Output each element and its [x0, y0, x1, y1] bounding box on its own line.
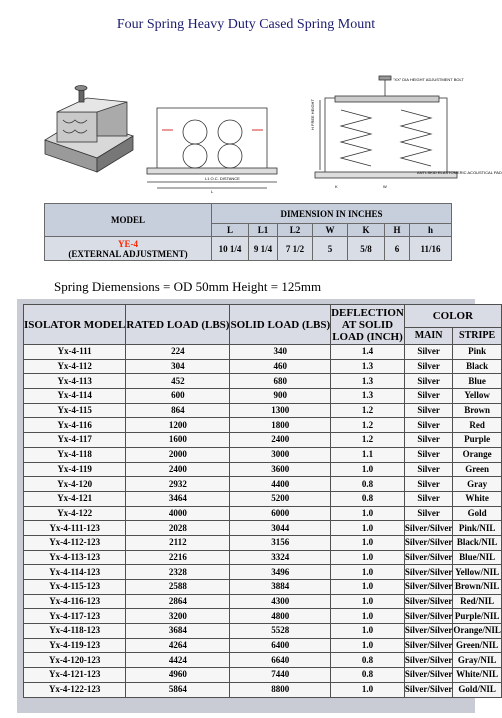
cell-stripe-color: Red/NIL — [453, 594, 502, 609]
cell-deflection: 1.3 — [331, 374, 405, 389]
cell-stripe-color: Pink — [453, 345, 502, 360]
header-color-stripe: STRIPE — [453, 328, 502, 345]
cell-solid-load: 6640 — [230, 653, 331, 668]
cell-solid-load: 4400 — [230, 477, 331, 492]
cell-main-color: Silver/Silver — [404, 653, 453, 668]
cell-deflection: 1.0 — [331, 462, 405, 477]
cell-stripe-color: Brown — [453, 403, 502, 418]
cell-rated-load: 2216 — [126, 550, 230, 565]
cell-deflection: 0.8 — [331, 653, 405, 668]
cell-solid-load: 2400 — [230, 433, 331, 448]
adjustment-bolt-callout: "XX" DIA HEIGHT ADJUSTMENT BOLT — [393, 77, 464, 82]
table-row — [24, 433, 502, 448]
table-row — [24, 491, 502, 506]
cell-main-color: Silver/Silver — [404, 535, 453, 550]
acoustical-pad-callout: ANTI-SKID ELASTOMERIC ACOUSTICAL PAD — [417, 170, 502, 175]
cell-deflection: 1.0 — [331, 550, 405, 565]
cell-deflection: 1.2 — [331, 418, 405, 433]
spring-dimensions-note: Spring Diemensions = OD 50mm Height = 125mm — [54, 279, 322, 294]
cell-main-color: Silver — [404, 403, 453, 418]
dimension-value: 7 1/2 — [278, 237, 313, 261]
model-value: YE-4 (EXTERNAL ADJUSTMENT) — [45, 237, 212, 261]
cell-main-color: Silver — [404, 447, 453, 462]
cell-model: Yx-4-122 — [24, 506, 126, 521]
cell-deflection: 1.4 — [331, 345, 405, 360]
table-row — [24, 521, 502, 536]
dimension-value: 5 — [313, 237, 348, 261]
cell-model: Yx-4-116 — [24, 418, 126, 433]
cell-main-color: Silver/Silver — [404, 609, 453, 624]
dimension-column-l2: L2 — [278, 224, 313, 237]
table-row — [24, 609, 502, 624]
dimension-header: DIMENSION IN INCHES — [212, 204, 452, 224]
cell-model: Yx-4-119-123 — [24, 638, 126, 653]
cell-deflection: 1.0 — [331, 521, 405, 536]
cell-solid-load: 1800 — [230, 418, 331, 433]
cell-main-color: Silver/Silver — [404, 594, 453, 609]
table-row — [24, 389, 502, 404]
cell-solid-load: 4800 — [230, 609, 331, 624]
dimension-column-h: h — [410, 224, 452, 237]
cell-deflection: 1.1 — [331, 447, 405, 462]
cell-model: Yx-4-121-123 — [24, 668, 126, 683]
cell-deflection: 1.0 — [331, 682, 405, 697]
table-row — [24, 447, 502, 462]
cell-rated-load: 4424 — [126, 653, 230, 668]
cell-solid-load: 3000 — [230, 447, 331, 462]
cell-model: Yx-4-114 — [24, 389, 126, 404]
cell-model: Yx-4-118 — [24, 447, 126, 462]
cell-main-color: Silver/Silver — [404, 682, 453, 697]
cell-solid-load: 900 — [230, 389, 331, 404]
cell-stripe-color: Pink/NIL — [453, 521, 502, 536]
header-rated-load: RATED LOAD (LBS) — [126, 305, 230, 345]
cell-rated-load: 3200 — [126, 609, 230, 624]
cell-rated-load: 600 — [126, 389, 230, 404]
table-row — [24, 594, 502, 609]
front-length-label: L — [211, 189, 214, 194]
cell-model: Yx-4-116-123 — [24, 594, 126, 609]
cell-solid-load: 340 — [230, 345, 331, 360]
cell-solid-load: 3496 — [230, 565, 331, 580]
dimension-value: 9 1/4 — [249, 237, 278, 261]
dimension-column-l: L — [212, 224, 249, 237]
cell-deflection: 1.0 — [331, 580, 405, 595]
dimension-value: 11/16 — [410, 237, 452, 261]
cell-stripe-color: Orange — [453, 447, 502, 462]
mount-technical-drawings — [35, 70, 502, 195]
dimension-column-h: H — [385, 224, 410, 237]
table-row — [24, 374, 502, 389]
dimension-column-l1: L1 — [249, 224, 278, 237]
table-row — [24, 477, 502, 492]
cell-rated-load: 304 — [126, 359, 230, 374]
cell-model: Yx-4-112 — [24, 359, 126, 374]
cell-solid-load: 6000 — [230, 506, 331, 521]
cell-solid-load: 680 — [230, 374, 331, 389]
cell-stripe-color: Black — [453, 359, 502, 374]
cell-main-color: Silver — [404, 491, 453, 506]
cell-stripe-color: Yellow/NIL — [453, 565, 502, 580]
cell-rated-load: 2864 — [126, 594, 230, 609]
cell-stripe-color: Green — [453, 462, 502, 477]
isolator-table-panel — [17, 299, 501, 713]
cell-stripe-color: Purple — [453, 433, 502, 448]
free-height-label: H FREE HEIGHT — [310, 99, 315, 130]
cell-rated-load: 2112 — [126, 535, 230, 550]
cell-main-color: Silver/Silver — [404, 521, 453, 536]
isolator-table — [23, 304, 502, 698]
cell-model: Yx-4-112-123 — [24, 535, 126, 550]
cell-deflection: 0.8 — [331, 491, 405, 506]
cell-deflection: 1.0 — [331, 624, 405, 639]
table-row — [24, 418, 502, 433]
k-dimension-label: K — [335, 184, 338, 189]
cell-model: Yx-4-111 — [24, 345, 126, 360]
cell-stripe-color: Gold/NIL — [453, 682, 502, 697]
header-solid-load: SOLID LOAD (LBS) — [230, 305, 331, 345]
cell-stripe-color: Yellow — [453, 389, 502, 404]
cell-model: Yx-4-113-123 — [24, 550, 126, 565]
dimension-table — [44, 203, 452, 261]
cell-main-color: Silver — [404, 374, 453, 389]
cell-rated-load: 2028 — [126, 521, 230, 536]
front-dimension-label: L1 O.C. DISTANCE — [205, 176, 240, 181]
cell-rated-load: 2328 — [126, 565, 230, 580]
cell-model: Yx-4-111-123 — [24, 521, 126, 536]
cell-rated-load: 3464 — [126, 491, 230, 506]
table-row — [24, 624, 502, 639]
cell-deflection: 1.2 — [331, 403, 405, 418]
cell-rated-load: 224 — [126, 345, 230, 360]
cell-rated-load: 452 — [126, 374, 230, 389]
cell-model: Yx-4-120-123 — [24, 653, 126, 668]
cell-stripe-color: Orange/NIL — [453, 624, 502, 639]
cell-rated-load: 4264 — [126, 638, 230, 653]
page-title: Four Spring Heavy Duty Cased Spring Mount — [116, 17, 376, 32]
table-row — [24, 638, 502, 653]
header-deflection: DEFLECTION AT SOLID LOAD (INCH) — [331, 306, 404, 343]
cell-deflection: 1.0 — [331, 565, 405, 580]
cell-solid-load: 1300 — [230, 403, 331, 418]
cell-solid-load: 5200 — [230, 491, 331, 506]
cell-deflection: 1.3 — [331, 359, 405, 374]
cell-model: Yx-4-115-123 — [24, 580, 126, 595]
cell-deflection: 1.3 — [331, 389, 405, 404]
cell-stripe-color: White/NIL — [453, 668, 502, 683]
dimension-column-k: K — [348, 224, 385, 237]
cell-stripe-color: Green/NIL — [453, 638, 502, 653]
table-row — [24, 565, 502, 580]
width-label: W — [383, 184, 387, 189]
cell-solid-load: 460 — [230, 359, 331, 374]
dimension-value: 10 1/4 — [212, 237, 249, 261]
cell-main-color: Silver — [404, 418, 453, 433]
cell-model: Yx-4-120 — [24, 477, 126, 492]
cell-main-color: Silver — [404, 477, 453, 492]
cell-main-color: Silver — [404, 359, 453, 374]
cell-deflection: 0.8 — [331, 668, 405, 683]
table-row — [24, 653, 502, 668]
table-row — [24, 462, 502, 477]
dimension-column-w: W — [313, 224, 348, 237]
cell-deflection: 1.0 — [331, 638, 405, 653]
cell-rated-load: 2400 — [126, 462, 230, 477]
cell-rated-load: 3684 — [126, 624, 230, 639]
cell-rated-load: 1200 — [126, 418, 230, 433]
cell-solid-load: 3600 — [230, 462, 331, 477]
cell-solid-load: 3884 — [230, 580, 331, 595]
cell-stripe-color: Purple/NIL — [453, 609, 502, 624]
header-color-main: MAIN — [404, 328, 453, 345]
cell-model: Yx-4-115 — [24, 403, 126, 418]
cell-rated-load: 4960 — [126, 668, 230, 683]
cell-solid-load: 6400 — [230, 638, 331, 653]
table-row — [24, 682, 502, 697]
cell-stripe-color: Brown/NIL — [453, 580, 502, 595]
table-row — [24, 535, 502, 550]
table-row — [24, 550, 502, 565]
cell-model: Yx-4-119 — [24, 462, 126, 477]
table-row — [24, 403, 502, 418]
cell-stripe-color: Gray/NIL — [453, 653, 502, 668]
cell-stripe-color: Black/NIL — [453, 535, 502, 550]
cell-stripe-color: Red — [453, 418, 502, 433]
cell-main-color: Silver/Silver — [404, 580, 453, 595]
cell-main-color: Silver — [404, 389, 453, 404]
cell-model: Yx-4-117 — [24, 433, 126, 448]
cell-main-color: Silver/Silver — [404, 638, 453, 653]
cell-main-color: Silver/Silver — [404, 624, 453, 639]
table-row — [24, 580, 502, 595]
cell-stripe-color: Blue/NIL — [453, 550, 502, 565]
cell-deflection: 1.0 — [331, 506, 405, 521]
cell-solid-load: 3324 — [230, 550, 331, 565]
cell-solid-load: 3044 — [230, 521, 331, 536]
header-color: COLOR — [404, 305, 501, 328]
table-row — [24, 345, 502, 360]
cell-rated-load: 2932 — [126, 477, 230, 492]
cell-stripe-color: Gold — [453, 506, 502, 521]
cell-stripe-color: Blue — [453, 374, 502, 389]
cell-solid-load: 8800 — [230, 682, 331, 697]
cell-rated-load: 2000 — [126, 447, 230, 462]
cell-rated-load: 4000 — [126, 506, 230, 521]
cell-model: Yx-4-122-123 — [24, 682, 126, 697]
cell-deflection: 1.0 — [331, 535, 405, 550]
cell-deflection: 0.8 — [331, 477, 405, 492]
cell-main-color: Silver/Silver — [404, 565, 453, 580]
mount-isometric-illustration — [45, 86, 133, 173]
cell-stripe-color: White — [453, 491, 502, 506]
cell-rated-load: 2588 — [126, 580, 230, 595]
cell-deflection: 1.0 — [331, 594, 405, 609]
cell-model: Yx-4-113 — [24, 374, 126, 389]
cell-model: Yx-4-117-123 — [24, 609, 126, 624]
cell-model: Yx-4-121 — [24, 491, 126, 506]
cell-main-color: Silver — [404, 462, 453, 477]
table-row — [24, 506, 502, 521]
cell-deflection: 1.2 — [331, 433, 405, 448]
cell-solid-load: 4300 — [230, 594, 331, 609]
cell-rated-load: 5864 — [126, 682, 230, 697]
cell-main-color: Silver — [404, 433, 453, 448]
cell-solid-load: 7440 — [230, 668, 331, 683]
cell-main-color: Silver/Silver — [404, 550, 453, 565]
table-row — [24, 668, 502, 683]
cell-main-color: Silver/Silver — [404, 668, 453, 683]
cell-deflection: 1.0 — [331, 609, 405, 624]
dimension-value: 5/8 — [348, 237, 385, 261]
cell-model: Yx-4-114-123 — [24, 565, 126, 580]
cell-model: Yx-4-118-123 — [24, 624, 126, 639]
dimension-value: 6 — [385, 237, 410, 261]
cell-stripe-color: Gray — [453, 477, 502, 492]
mount-section-view — [315, 76, 457, 178]
cell-rated-load: 864 — [126, 403, 230, 418]
cell-rated-load: 1600 — [126, 433, 230, 448]
header-isolator-model: ISOLATOR MODEL — [24, 305, 126, 345]
cell-solid-load: 5528 — [230, 624, 331, 639]
model-header: MODEL — [45, 204, 212, 237]
cell-main-color: Silver — [404, 345, 453, 360]
cell-solid-load: 3156 — [230, 535, 331, 550]
table-row — [24, 359, 502, 374]
cell-main-color: Silver — [404, 506, 453, 521]
